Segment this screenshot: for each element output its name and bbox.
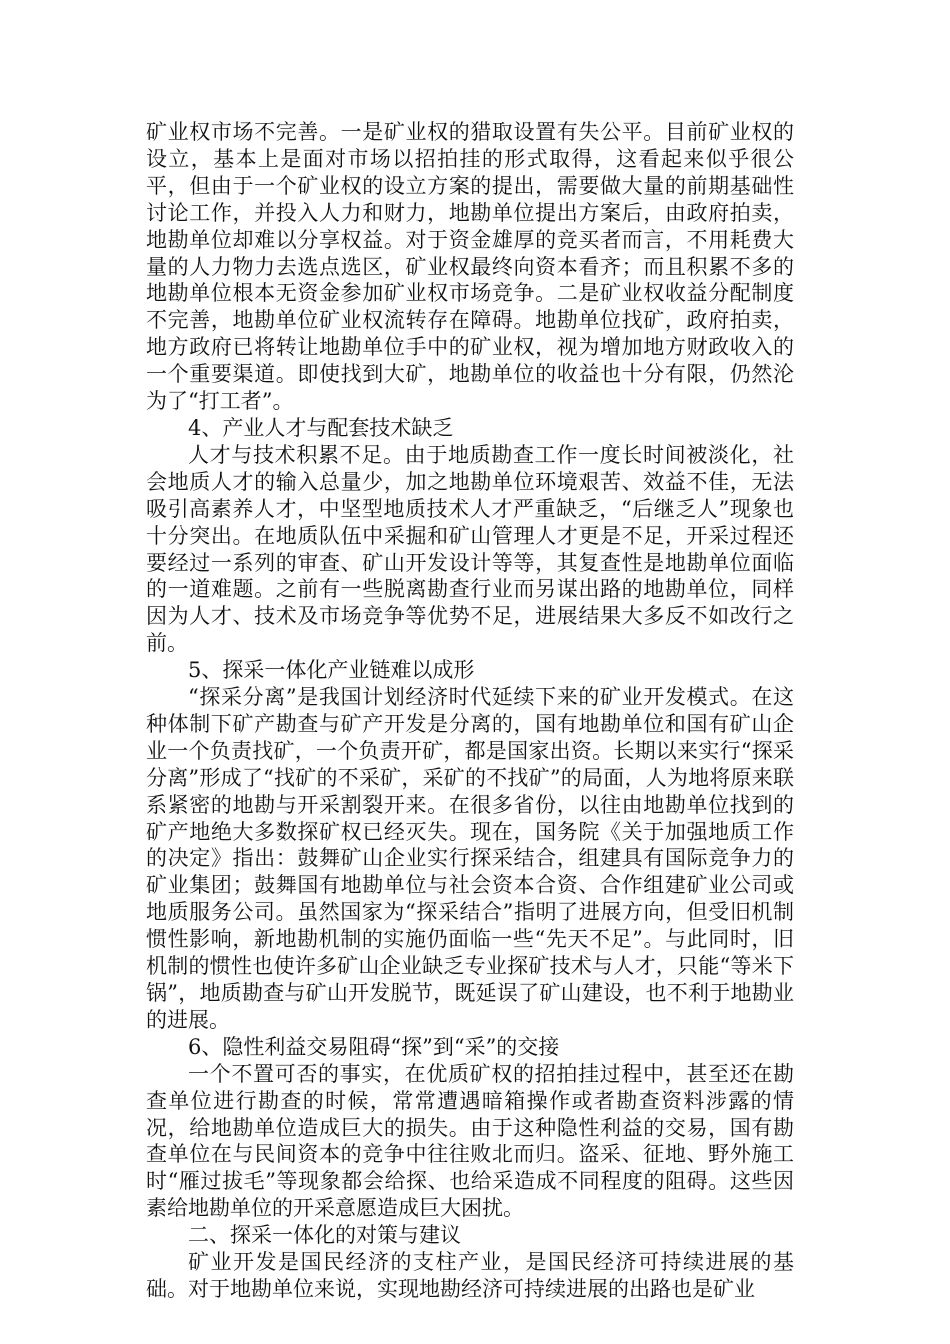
paragraph-countermeasures: 矿业开发是国民经济的支柱产业，是国民经济可持续进展的基础。对于地勘单位来说，实现地勘经济可持续进展的出路也是矿业 xyxy=(146,1250,794,1301)
section-heading-hidden-interests: 6、隐性利益交易阻碍“探”到“采”的交接 xyxy=(188,1034,560,1059)
section-heading-talent: 4、产业人才与配套技术缺乏 xyxy=(188,415,454,440)
paragraph-talent: 人才与技术积累不足。由于地质勘查工作一度长时间被淡化，社会地质人才的输入总量少，加之地勘单位环境艰苦、效益不佳，无法吸引高素养人才，中坚型地质技术人才严重缺乏，“后继乏人”现象也十分突出。在地质队伍中采掘和矿山管理人才更是不足，开采过程还要经过一系列的审查、矿山开发设计等等，其复查性是地勘单位面临的一道难题。之前有一些脱离勘查行业而另谋出路的地勘单位，同样因为人才、技术及市场竞争等优势不足，进展结果大多反不如改行之前。 xyxy=(146,442,794,656)
paragraph-integration: “探采分离”是我国计划经济时代延续下来的矿业开发模式。在这种体制下矿产勘查与矿产开发是分离的，国有地勘单位和国有矿山企业一个负责找矿，一个负责开矿，都是国家出资。长期以来实行“探采分离”形成了“找矿的不采矿，采矿的不找矿”的局面，人为地将原来联系紧密的地勘与开采割裂开来。在很多省份，以往由地勘单位找到的矿产地绝大多数探矿权已经灭失。现在，国务院《关于加强地质工作的决定》指出：鼓舞矿山企业实行探采结合，组建具有国际竞争力的矿业集团；鼓舞国有地勘单位与社会资本合资、合作组建矿业公司或地质服务公司。虽然国家为“探采结合”指明了进展方向，但受旧机制惯性影响，新地勘机制的实施仍面临一些“先天不足”。与此同时，旧机制的惯性也使许多矿山企业缺乏专业探矿技术与人才，只能“等米下锅”，地质勘查与矿山开发脱节，既延误了矿山建设，也不利于地勘业的进展。 xyxy=(146,685,794,1032)
document-page xyxy=(146,119,794,1303)
paragraph-hidden-interests: 一个不置可否的事实，在优质矿权的招拍挂过程中，甚至还在勘查单位进行勘查的时候，常常遭遇暗箱操作或者勘查资料涉露的情况，给地勘单位造成巨大的损失。由于这种隐性利益的交易，国有勘查单位在与民间资本的竞争中往往败北而归。盗采、征地、野外施工时“雁过拔毛”等现象都会给探、也给采造成不同程度的阻碍。这些因素给地勘单位的开采意愿造成巨大困扰。 xyxy=(146,1061,794,1221)
section-heading-integration: 5、探采一体化产业链难以成形 xyxy=(188,658,475,683)
paragraph-mining-rights: 矿业权市场不完善。一是矿业权的猎取设置有失公平。目前矿业权的设立，基本上是面对市场以招拍挂的形式取得，这看起来似乎很公平，但由于一个矿业权的设立方案的提出，需要做大量的前期基础性讨论工作，并投入人力和财力，地勘单位提出方案后，由政府拍卖，地勘单位却难以分享权益。对于资金雄厚的竞买者而言，不用耗费大量的人力物力去选点选区，矿业权最终向资本看齐；而且积累不多的地勘单位根本无资金参加矿业权市场竞争。二是矿业权收益分配制度不完善，地勘单位矿业权流转存在障碍。地勘单位找矿，政府拍卖，地方政府已将转让地勘单位手中的矿业权，视为增加地方财政收入的一个重要渠道。即使找到大矿，地勘单位的收益也十分有限，仍然沦为了“打工者”。 xyxy=(146,120,794,414)
section-heading-countermeasures: 二、探采一体化的对策与建议 xyxy=(188,1223,461,1248)
